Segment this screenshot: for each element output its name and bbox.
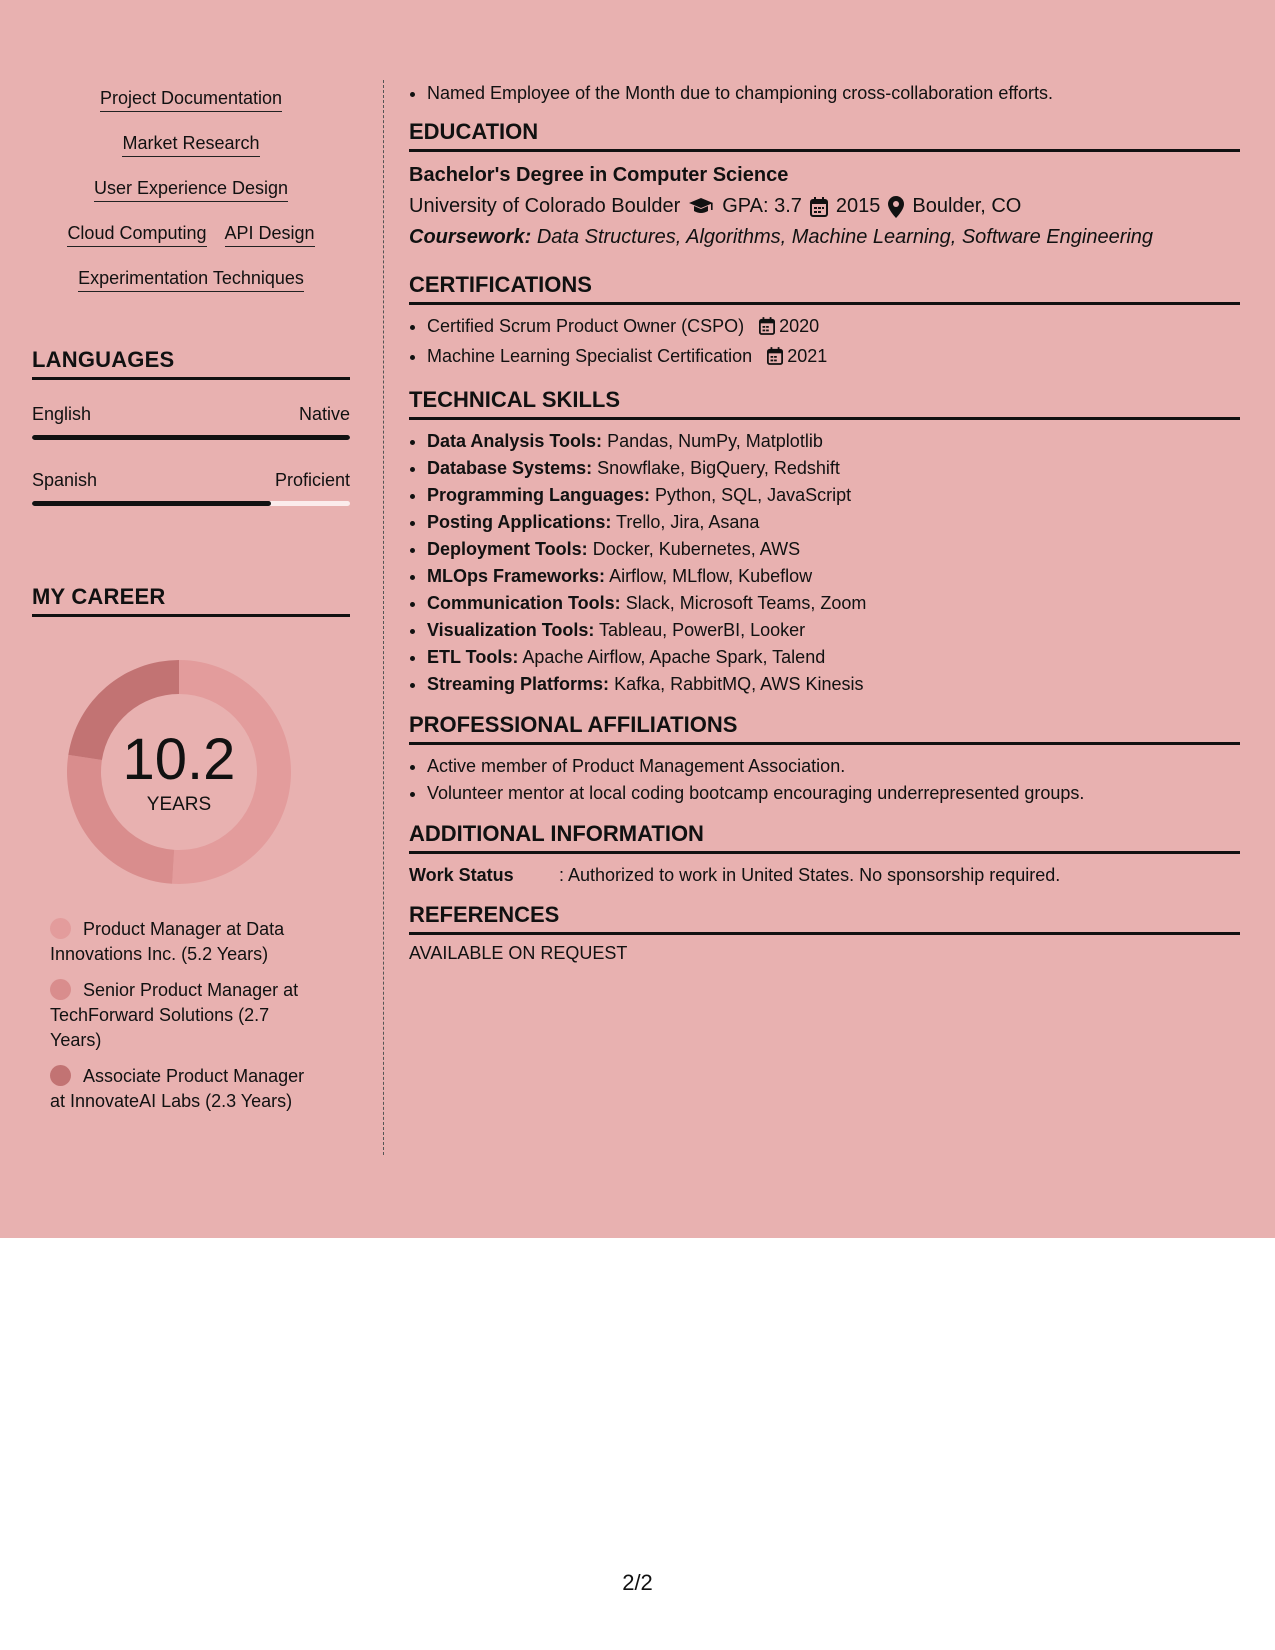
legend-item xyxy=(50,978,322,1053)
technical-skill-item xyxy=(427,482,1240,509)
skill-category: Programming Languages: xyxy=(427,485,651,505)
skill-category: Data Analysis Tools: xyxy=(427,431,603,451)
certification-year: 2021 xyxy=(787,346,828,366)
language-name: Spanish xyxy=(32,470,98,490)
page-number: 2/2 xyxy=(622,1570,653,1595)
degree-title: Bachelor's Degree in Computer Science xyxy=(409,164,789,186)
career-legend xyxy=(50,917,322,1114)
coursework-label: Coursework: xyxy=(409,226,532,248)
skill-category: Streaming Platforms: xyxy=(427,674,610,694)
education-title: EDUCATION xyxy=(409,119,1240,152)
career-donut-chart xyxy=(64,657,294,887)
certifications-title: CERTIFICATIONS xyxy=(409,272,1240,305)
gpa: GPA: 3.7 xyxy=(722,195,802,217)
technical-skill-item xyxy=(427,617,1240,644)
skills-list xyxy=(32,80,350,305)
affiliations-section xyxy=(409,712,1240,807)
additional-info-section xyxy=(409,821,1240,888)
skill-tag: User Experience Design xyxy=(94,178,288,202)
language-name: English xyxy=(32,404,92,424)
career-total-years: 10.2 xyxy=(122,727,236,792)
skill-values: Pandas, NumPy, Matplotlib xyxy=(607,431,823,451)
skill-category: Posting Applications: xyxy=(427,512,612,532)
skill-values: Docker, Kubernetes, AWS xyxy=(592,539,801,559)
legend-dot xyxy=(50,1065,71,1086)
language-level: Proficient xyxy=(274,470,350,490)
affiliation-item: • Volunteer mentor at local coding bootcamp encouraging underrepresented groups. xyxy=(427,780,1240,807)
skill-values: Python, SQL, JavaScript xyxy=(655,485,852,505)
skill-values: Snowflake, BigQuery, Redshift xyxy=(597,458,840,478)
skill-values: Apache Airflow, Apache Spark, Talend xyxy=(522,647,826,667)
certification-item xyxy=(427,313,1240,343)
skill-category: ETL Tools: xyxy=(427,647,519,667)
calendar-icon xyxy=(759,316,775,343)
skill-row xyxy=(32,170,350,215)
languages-title: LANGUAGES xyxy=(32,347,350,380)
technical-skill-item xyxy=(427,536,1240,563)
skill-tag: Cloud Computing xyxy=(67,223,206,247)
skill-category: Deployment Tools: xyxy=(427,539,588,559)
skill-row xyxy=(32,215,350,260)
technical-skill-item xyxy=(427,644,1240,671)
language-bar xyxy=(32,501,350,506)
skill-tag: Experimentation Techniques xyxy=(78,268,304,292)
skill-values: Airflow, MLflow, Kubeflow xyxy=(609,566,813,586)
work-status-value: : Authorized to work in United States. No sponsorship required. xyxy=(559,865,1061,885)
skill-tag: Market Research xyxy=(122,133,259,157)
affiliations-title: PROFESSIONAL AFFILIATIONS xyxy=(409,712,1240,745)
education-location: Boulder, CO xyxy=(912,195,1022,217)
graduation-year: 2015 xyxy=(835,195,881,217)
certification-item xyxy=(427,343,1240,373)
skill-row xyxy=(32,80,350,125)
technical-skill-item xyxy=(427,563,1240,590)
references-title: REFERENCES xyxy=(409,902,1240,935)
language-level: Native xyxy=(298,404,350,424)
skill-category: Database Systems: xyxy=(427,458,593,478)
skill-values: Tableau, PowerBI, Looker xyxy=(599,620,806,640)
additional-info-title: ADDITIONAL INFORMATION xyxy=(409,821,1240,854)
career-title: MY CAREER xyxy=(32,584,350,617)
career-section xyxy=(32,584,350,1114)
right-column xyxy=(409,80,1240,964)
technical-skill-item xyxy=(427,428,1240,455)
legend-item xyxy=(50,917,322,967)
coursework xyxy=(409,222,1240,252)
school-name: University of Colorado Boulder xyxy=(409,195,681,217)
education-details xyxy=(409,190,1240,222)
column-divider xyxy=(383,80,384,1155)
work-status-label: Work Status xyxy=(409,865,514,885)
certification-name: Machine Learning Specialist Certification xyxy=(427,346,753,366)
coursework-list: Data Structures, Algorithms, Machine Learning, Software Engineering xyxy=(536,226,1154,248)
language-bar-fill xyxy=(32,435,350,440)
legend-label: Product Manager at Data Innovations Inc. (5.2 Years) xyxy=(50,919,285,964)
skill-values: Kafka, RabbitMQ, AWS Kinesis xyxy=(614,674,864,694)
skill-values: Trello, Jira, Asana xyxy=(616,512,760,532)
skill-row xyxy=(32,125,350,170)
language-bar-fill xyxy=(32,501,271,506)
language-item xyxy=(32,404,350,440)
education-section xyxy=(409,119,1240,252)
technical-skills-section xyxy=(409,387,1240,698)
calendar-icon xyxy=(810,190,828,222)
legend-item xyxy=(50,1064,322,1114)
legend-dot xyxy=(50,918,71,939)
legend-dot xyxy=(50,979,71,1000)
skill-values: Slack, Microsoft Teams, Zoom xyxy=(625,593,867,613)
technical-skill-item xyxy=(427,455,1240,482)
calendar-icon xyxy=(767,346,783,373)
technical-skills-title: TECHNICAL SKILLS xyxy=(409,387,1240,420)
references-section xyxy=(409,902,1240,964)
career-unit: YEARS xyxy=(146,794,212,815)
skill-category: Visualization Tools: xyxy=(427,620,595,640)
skill-row xyxy=(32,260,350,305)
legend-label: Associate Product Manager at InnovateAI Labs (2.3 Years) xyxy=(50,1066,305,1111)
affiliation-item: • Active member of Product Management Association. xyxy=(427,753,1240,780)
technical-skill-item xyxy=(427,590,1240,617)
skill-category: MLOps Frameworks: xyxy=(427,566,606,586)
language-item xyxy=(32,470,350,506)
technical-skill-item xyxy=(427,671,1240,698)
certification-name: Certified Scrum Product Owner (CSPO) xyxy=(427,316,745,336)
donut-center xyxy=(64,657,294,887)
technical-skill-item xyxy=(427,509,1240,536)
work-status-row xyxy=(409,862,1240,888)
location-pin-icon xyxy=(888,190,904,222)
languages-section xyxy=(32,347,350,506)
graduation-cap-icon xyxy=(688,190,714,222)
skill-tag: Project Documentation xyxy=(100,88,282,112)
language-bar xyxy=(32,435,350,440)
experience-bullet: • Named Employee of the Month due to championing cross-collaboration efforts. xyxy=(427,80,1240,107)
left-column xyxy=(32,80,350,1125)
certification-year: 2020 xyxy=(779,316,820,336)
skill-tag: API Design xyxy=(225,223,315,247)
experience-bullets xyxy=(409,80,1240,107)
legend-label: Senior Product Manager at TechForward Solutions (2.7 Years) xyxy=(50,980,299,1050)
skill-category: Communication Tools: xyxy=(427,593,621,613)
certifications-section xyxy=(409,272,1240,373)
references-text: AVAILABLE ON REQUEST xyxy=(409,943,628,963)
